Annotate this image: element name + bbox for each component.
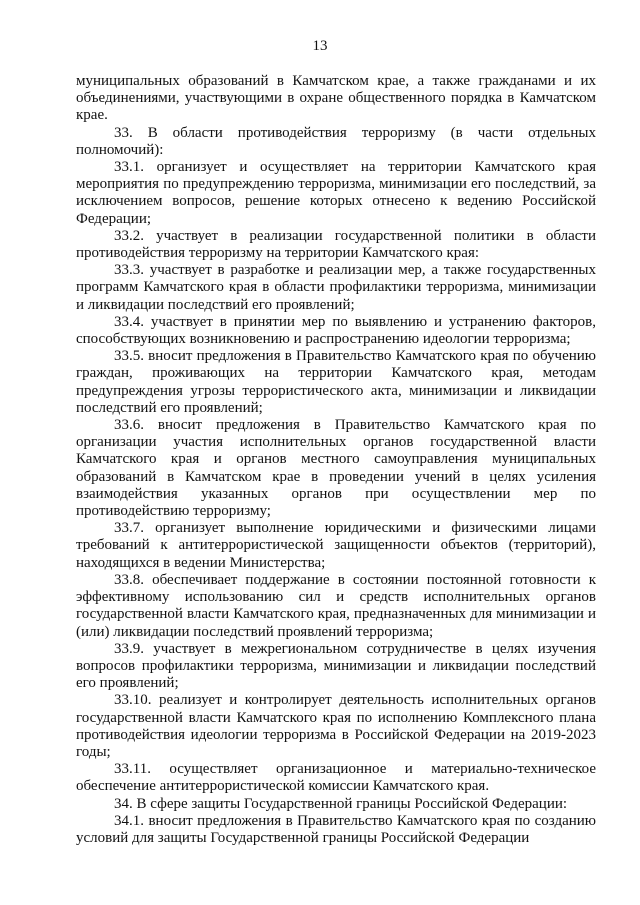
paragraph-33-11: 33.11. осуществляет организационное и материально-техническое обеспечение антитеррористической комиссии Камчатского края. xyxy=(76,761,596,795)
paragraph-33-3: 33.3. участвует в разработке и реализации мер, а также государственных программ Камчатского края в области профилактики терроризма, минимизации и ликвидации последствий его проявлений; xyxy=(76,262,596,313)
paragraph-33-5: 33.5. вносит предложения в Правительство Камчатского края по обучению граждан, проживающих на территории Камчатского края, методам предупреждения угрозы террористического акта, минимизации и ликвидации последствий его проявлений; xyxy=(76,348,596,416)
paragraph-33: 33. В области противодействия терроризму (в части отдельных полномочий): xyxy=(76,124,596,158)
paragraph-34: 34. В сфере защиты Государственной границы Российской Федерации: xyxy=(114,795,568,812)
paragraph-33-4: 33.4. участвует в принятии мер по выявлению и устранению факторов, способствующих возникновению и распространению идеологии терроризма; xyxy=(76,313,596,348)
document-body xyxy=(76,73,596,847)
paragraph-33-6: 33.6. вносит предложения в Правительство Камчатского края по организации участия исполнительных органов государственной власти Камчатского края и органов местного самоуправления муниципальных образований в Камчатском крае в проведении учений в целях усиления взаимодействия указанных органов при осуществлении мер по противодействию терроризму; xyxy=(76,417,596,520)
page-number: 13 xyxy=(312,38,328,54)
paragraph-33-1: 33.1. организует и осуществляет на территории Камчатского края мероприятия по предупреждению терроризма, минимизации его последствий, за исключением вопросов, решение которых отнесено к ведению Российской Федерации; xyxy=(76,159,596,227)
paragraph-33-7: 33.7. организует выполнение юридическими и физическими лицами требований к антитеррористической защищенности объектов (территорий), находящихся в ведении Министерства; xyxy=(76,520,596,571)
paragraph-33-9: 33.9. участвует в межрегиональном сотрудничестве в целях изучения вопросов профилактики терроризма, минимизации и ликвидации последствий его проявлений; xyxy=(76,640,596,692)
paragraph-33-8: 33.8. обеспечивает поддержание в состоянии постоянной готовности к эффективному использованию сил и средств исполнительных органов государственной власти Камчатского края, предназначенных для минимизации и (или) ликвидации последствий проявлений терроризма; xyxy=(76,571,596,640)
paragraph-34-1: 34.1. вносит предложения в Правительство Камчатского края по созданию условий для защиты Государственной границы Российской Федерации xyxy=(76,812,596,846)
paragraph-continuation: муниципальных образований в Камчатском крае, а также гражданами и их объединениями, участвующими в охране общественного порядка в Камчатском крае. xyxy=(76,73,596,124)
paragraph-33-10: 33.10. реализует и контролирует деятельность исполнительных органов государственной власти Камчатского края по исполнению Комплексного плана противодействия идеологии терроризма в Российской Федерации на 2019-2023 годы; xyxy=(76,692,596,760)
paragraph-33-2: 33.2. участвует в реализации государственной политики в области противодействия терроризму на территории Камчатского края: xyxy=(76,227,596,262)
